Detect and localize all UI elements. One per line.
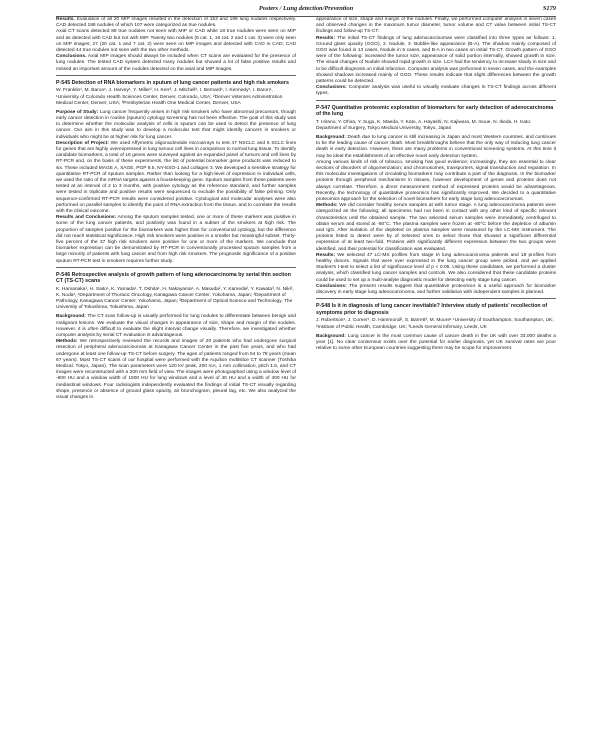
abstract-paragraph [316,253,556,284]
paragraph-text: Lung cancer frequently arises in high risk smokers who have abnormal precursors, though early cancer detection in routine (sputum) cytology screening has not been effective. The goal of this study was to determine whether the molecular analysis of cells in sputum can be used to detect the presence of lung cancer. Our aim in this study was to develop a molecular test that might identify cancers in smokers or individuals who might be at higher risk for lung cancer. [56,109,296,140]
section-divider [316,100,556,101]
abstract-authors: W. Franklin¹, M. Baron¹, J. Harvey¹, Y. Miller², H. Kerr², J. Mitchell¹, I. Bernard¹, I. Kennedy¹, I. Baron¹, ¹University of Colorado Health Sciences Center, Denver, Colorado, USA; ²Denver Veterans Administration Medical Center, Denver, USA; ³Presbyterian Health One Medical Center, Denver, USA [56,88,283,106]
paragraph-text: We retrospectively reviewed the records and images of 20 patients who had undergone surgical resection of peripheral adenocarcinomas at Kanagawa Cancer Center in the past five years, and who had undergone at least one follow-up TS-CT before surgery. The ages of patients ranged from 54 to 78 years (mean 67 years). Most TS-CT scans of our hospital were performed with the Aquilion multislice CT scanner (Toshiba Medical, Tokyo, Japan). The scan parameters were 120 kV peak, 200 mA, 1 mm collimation, pitch 1.5, and CT images were reconstructed with a 200 mm field of view. The images were photographed using a window level of -600 HU and a window width of 1500 HU for lung windows and a level of 40 HU and a width of 400 HU for mediastinal windows. Four radiologists independently evaluated the findings of initial TS-CT visually regarding shape, presence or absence of ground glass opacity, air bronchogram, pleural tag, etc. We also analyzed the visual changes in [56,339,296,400]
continued-paragraph [56,54,296,73]
paragraph-label: Results: [316,252,336,258]
paragraph-text: We selected 47 LC-MS profiles from stage IA lung adenocarcinoma patients and 18 profiles from healthy donors. Signals that were over expressed in the lung cancer group were picked, and we applied Student's t-test to select a list of significance level of p < 0.05. Using these candidates, we performed a cluster analysis, which classified lung cancer samples and controls. We also considered that these candidate proteins could be used to set up a multi-analyte diagnostic model for detecting early stage lung cancer. [316,252,556,283]
paragraph-text: Death due to lung cancer is still increasing in Japan and most Western countries, and continues to be the leading cause of cancer death. Most breakthroughs believe that the only way of reducing lung cancer death is early detection. However, there are many problems in conventional screening systems. At this time it may be ideal the establishment of an effective novel early detection system. [316,135,556,159]
abstract-paragraph [316,135,556,160]
section-divider [56,267,296,268]
left-column [56,17,296,735]
paragraph-text: appearance of size, shape and margin of the nodules. Finally, we performed computer analysis in seven cases and observed changes in the maximum tumor diameter, tumor volume and CT value between initial TS-CT findings and follow-up TS-CT. [316,17,556,35]
abstract-paragraph [316,334,556,353]
section-divider [316,298,556,299]
running-title: Posters / Lung detection/Prevention [258,5,354,12]
continued-paragraph [316,85,556,97]
paragraph-label: Results and Conclusions: [56,215,117,221]
continued-paragraph [56,29,296,54]
abstract-heading: P-548 Is it in diagnosis of lung cancer inevitable? Interview study of patients' recollection of symptoms prior to diagnosis [316,303,548,316]
paragraph-label: Results: [316,35,336,41]
paragraph-text: The present results suggest that quantitative proteomics is a useful approach for biomarker discovery in early stage lung adenocarcinoma, and further validation with independent samples is planned. [316,283,556,296]
paragraph-text: Axial MIP images should always be included when CT scans are evaluated for the presence of lung nodules. The tested CAD system detected many nodules but showed a lot of false positive results and missed an important amount of the nodules detected on the axial and MIP images. [56,54,296,72]
abstract-authors: J. Robertson¹, J. Corner¹, D. Hammond², S. Barrett³, M. Moore¹ ¹University of Southampton, Southampton, UK; ²Institute of Public Health, Cambridge, UK; ³Leeds General Infirmary, Leeds, UK [316,318,554,330]
paragraph-label: Background: [316,135,346,141]
abstract [316,298,556,352]
abstract-paragraph [56,141,296,215]
abstract-authors: K. Hamanaka¹, H. Saito¹, K. Yamada¹, T. Oshita¹, H. Nakayama¹, A. Masuda², Y. Kameda², Y. Kawata³, N. Niki³, K. Noda¹, ¹Department of Thoracic Oncology, Kanagawa Cancer Center, Yokohama, Japan; ²Department of Pathology, Kanagawa Cancer Center, Yokohama, Japan; ³Department of Optical Science and Technology, The University of Tokushima, Tokushima, Japan [56,286,294,311]
paragraph-label: Methods: [316,203,338,209]
abstract-paragraph [56,339,296,401]
paragraph-text: The CT scan follow-up is usually performed for lung nodules to differentiate between benign and malignant lesions. We evaluate the visual changes in appearance of size, shape and margin of the nodules. However, it is often difficult to evaluate the slight interval change visually. Therefore, we investigated whether computer analysis by serial CT evaluation is advantageous. [56,314,296,338]
abstract-paragraph [316,160,556,203]
abstract-paragraph [56,215,296,265]
continued-paragraph [56,17,296,29]
paragraph-label: Methods: [56,339,78,345]
abstract-authors: T. Hirano, Y. Ohira, Y. Sugo, K. Maeda, Y. Kato, A. Hayashi, N. Kajiwara, M. Inoue, N. Ikeda, H. Kato. Department of Surgery, Tokyo Medical University, Tokyo, Japan [316,119,532,131]
abstract [56,267,296,401]
continued-paragraph [316,17,556,36]
section-divider [56,75,296,76]
paragraph-label: Conclusions: [316,283,347,289]
paragraph-label: Conclusions: [316,85,347,91]
right-column [316,17,556,735]
abstract-heading: P-545 Detection of RNA biomarkers in sputum of lung cancer patients and high risk smokers [56,79,289,86]
abstract-heading: P-546 Retrospective analysis of growth pattern of lung adenocarcinoma by serial thin section CT (TS-CT) scans [56,271,291,285]
paragraph-text: Computer analysis was useful to visually evaluate changes in TS-CT findings across different types. [316,85,556,97]
abstract [56,75,296,265]
paragraph-label: Background: [316,333,346,339]
abstract [316,100,556,297]
page-number: S179 [542,5,556,12]
abstract-paragraph [316,284,556,296]
paragraph-text: We did consider healthy serum samples at with tumor stage. A lung adenocarcinoma patients were categorized as the following; all specimens had not been in contact with any other kind of specific relevant characteristics until the obtained sample. The two selected serum samples were immediately centrifuged to obtain serum and stored at -80°C. The plasma samples were frozen at -80°C before the depletion of albumin and IgG. After isolation of the depleted on plasma samples were measured by the LC-MS instrument. The proteins listed to detect were by of selected ones to select those that showed a significant differential expression of at least two-fold. Proteins with significantly different expression between the two groups were identified, and their potential for classification was evaluated. [316,203,556,252]
paragraph-text: Evaluation of all 20 MIP images resulted in the detection of 153 and 199 lung nodules respectively. CAD detected 186 nodules of which 107 were categorized as true nodules. [56,17,296,29]
paragraph-text: Lung cancer is the most common cause of cancer death in the UK with over 33,000 deaths a year [1]. No clear consensus exists over the potential for earlier diagnosis, yet UK survival rates are poor relative to some other European countries suggesting there may be scope for improvement. [316,333,556,352]
paragraph-label: Description of Project: [56,140,109,146]
abstract-heading: P-547 Quantitative proteomic exploration of biomarkers for early detection of adenocarcinoma of the lung [316,104,554,118]
paragraph-text: Axial CT scans detected 89 true nodules not seen with MIP or CAD while 18 true nodules were seen on MIP and as detected with CAD but not with MIP. Twenty two nodules (5 cat. 1, 16 cat. 2 and 1 cat. 3) were only seen on MIP images; 27 (20 cat. 1 and 7 cat. 2) were seen on MIP images and detected with CAD in CAD; CAD detected 44 true nodules not seen with the two other methods. [56,29,296,54]
paragraph-text: The initial TS-CT findings of lung adenocarcinomas were classified into three types as follows: 1. Ground glass opacity (GGO), 2. Nodule, 3. Bubble-like appearance (B-A). The shadow mainly composed of GGO was found in 13 cases, Nodule in 5 cases, and B-A in two cases on initial TS-CT. Growth pattern of GGO were of the following: increased the tumor size, appearance of solid portion internally, showed growth in size. The visual changes of Nodule showed rapid growth in size. LCA had the tendency to increase slowly in size and to be difficult diagnosis on initial infarction. Computer analysis was performed in seven cases, and the examples showed shadows increased mainly of GGO. These results indicate that slight differences between the growth patterns could be detected. [316,35,556,85]
paragraph-text: Among various kinds of risk of tobacco, smoking has good evidence; increasingly, they are essential to clear sections of disorders of oligomerization; and chromosomes, transporters, signal transduction and regulation. In this molecular investigations of circulating biomarkers may contribute a part of the diagnosis. In the biomarker proteins through peripheral mechanisms in tissues, however development of genes and proteins does not always correlate. Therefore, a direct measurement method of expressed proteins would be advantageous. Recently, the technology of quantitative proteomics has significantly improved. We decided to a quantitative proteomics approach for the selection of novel biomarkers for early stage lung adenocarcinomas. [316,159,556,203]
paragraph-text: We used Affymetrix oligonucleotide microarrays to test 47 NSCLC and 6 SCLC lines for genes that are highly overexpressed in lung tumour cell lines in comparison to normal lung tissue. To identify candidate biomarkers, a total of 16 genes were surveyed against an expanded panel of tumors and cell lines by RT-PCR and, on the basis of these experiments, the list of potential biomarker gene products was reduced to six. These included MAGE A, XAGE, PGP 9.5, NY-ESO-1 and collagen 3. We developed a sensitive strategy for quantitative RT-PCR of sputum samples. Rather than looking for a high-level of expression in individual cells, we used the ratio of the mRNA targets against a housekeeping gene. Sputum samples from these patients were tested at an interval of 2 to 3 months, with positive cytology as the reference standard, and further samples were tested in triplicate and positive results were sequenced to exclude the possibility of false priming. Only sequence-confirmed RT-PCR results were considered positive. Cytological and molecular analyses were also performed on parallel samples to identify the point of RNA extraction from the tissue, and to correlate the results with the clinical outcome. [56,140,296,214]
abstract-paragraph [56,314,296,339]
abstract-paragraph [56,110,296,141]
continued-paragraph [316,36,556,86]
paragraph-label: Purpose of Study: [56,109,99,115]
abstract-paragraph [316,203,556,253]
paragraph-label: Conclusions. [56,54,87,60]
running-header [56,4,556,17]
paragraph-label: Results. [56,17,75,22]
paragraph-label: Background: [56,314,86,320]
paragraph-text: Among the sputum samples tested, one or more of these markers was positive in some of the lung cancer patients, and positivity was found in a subset of the smokers at high risk. The proportion of samples positive for the biomarkers was higher than for conventional cytology, but the difference did not reach statistical significance. High risk smokers were positive in a smaller but meaningful subset. Thirty-five percent of the 37 high risk smokers were positive for one or more of the markers. We conclude that biomarker expression can be demonstrated by RT-PCR in conventionally processed sputum samples from a large minority of patients with lung cancer and from high risk smokers. The prognostic significance of a positive sputum RT-PCR test in smokers requires further study. [56,215,296,264]
